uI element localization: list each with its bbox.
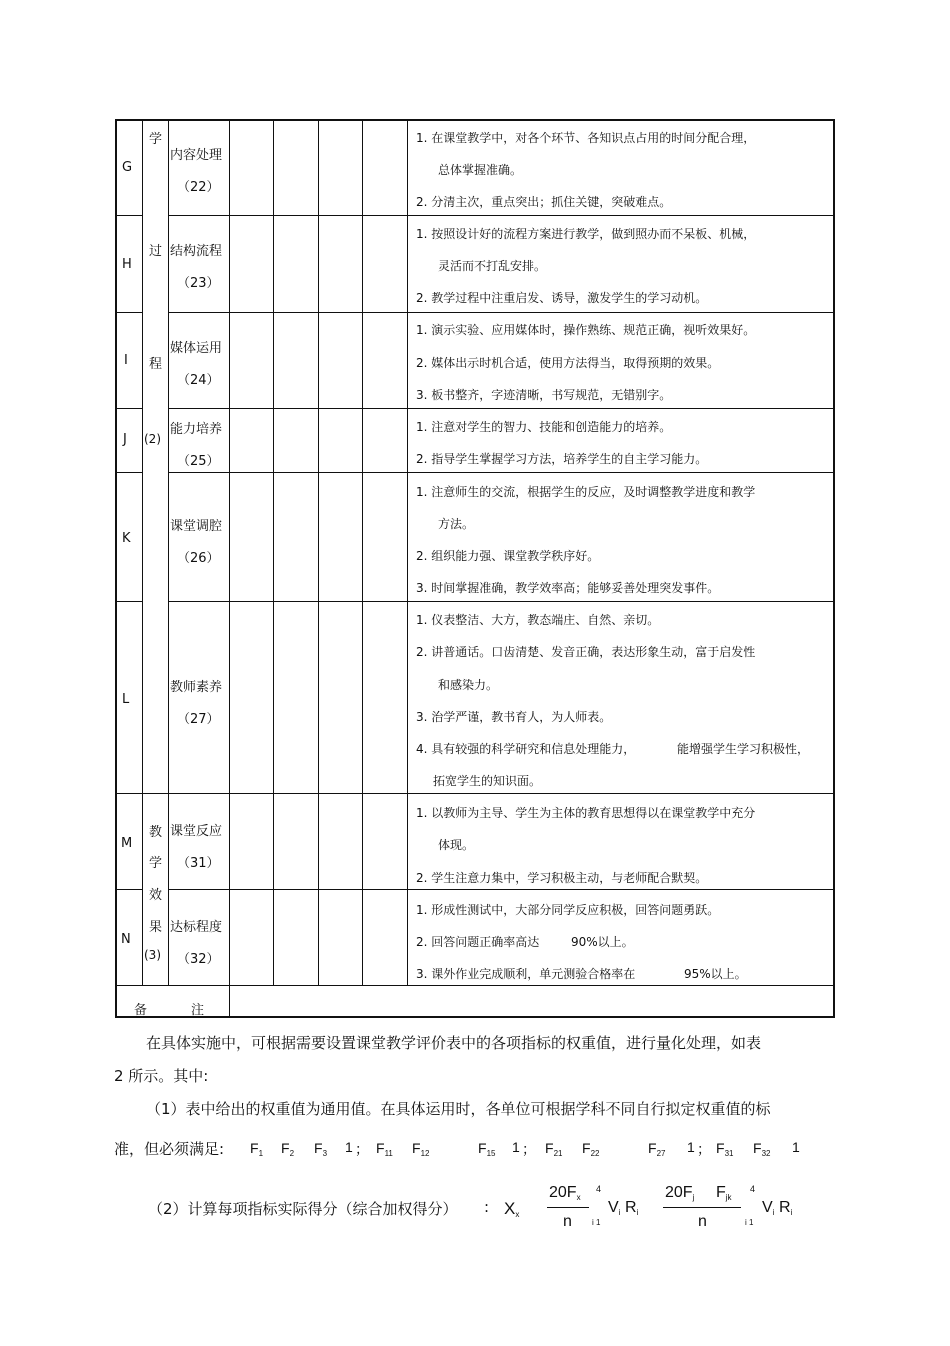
category-char: (3) (144, 948, 161, 962)
paragraph-line: 2 所示。其中: (114, 1067, 209, 1085)
criteria-line: 1. 在课堂教学中，对各个环节、各知识点占用的时间分配合理， (416, 131, 756, 145)
item-code: （26） (177, 551, 220, 566)
item-name: 课堂反应 (170, 824, 223, 839)
row-letter: H (122, 257, 132, 272)
category-char: 果 (149, 920, 163, 935)
item-code: （27） (177, 712, 220, 727)
row-divider (115, 472, 142, 473)
criteria-line: 2. 分清主次，重点突出；抓住关键，突破难点。 (416, 195, 672, 209)
criteria-line: 3. 课外作业完成顺利，单元测验合格率在 (416, 967, 636, 981)
row-divider (168, 889, 835, 890)
criteria-line: 和感染力。 (438, 678, 499, 692)
row-divider (115, 408, 142, 409)
criteria-line: 1. 按照设计好的流程方案进行教学，做到照办而不呆板、机械， (416, 227, 756, 241)
item-name: 结构流程 (170, 244, 223, 259)
column-divider (273, 119, 274, 985)
category-char: 效 (149, 888, 163, 903)
row-divider (168, 472, 835, 473)
score-formula: $X_x$ $20F_x$ n 4 i 1 $V_i$ $R_i$ $20F_j$ $F_{jk}$ n 4 i 1 $V_i$ $R_i$ (504, 1184, 793, 1230)
item-code: （32） (177, 952, 220, 967)
row-divider (115, 793, 835, 794)
criteria-line: 体现。 (438, 838, 475, 852)
column-divider (229, 119, 230, 1018)
row-letter: L (122, 692, 130, 707)
category-char: (2) (144, 432, 161, 446)
criteria-line: 2. 指导学生掌握学习方法，培养学生的自主学习能力。 (416, 452, 708, 466)
category-char: 程 (149, 357, 163, 372)
row-divider (115, 601, 142, 602)
paragraph-line: 在具体实施中，可根据需要设置课堂教学评价表中的各项指标的权重值，进行量化处理，如表 (146, 1034, 762, 1052)
item-code: （23） (177, 276, 220, 291)
constraint-formula: $F_1$ $F_2$ $F_3$ 1 ； $F_{11}$ $F_{12}$ $F_{15}$ 1 ； $F_{21}$ $F_{22}$ $F_{27}$ 1 ； $F_{31}$ $F_{32}$ 1 (250, 1139, 800, 1158)
criteria-line: 3. 治学严谨，教书育人，为人师表。 (416, 710, 612, 724)
row-letter: G (122, 160, 133, 175)
criteria-line: 拓宽学生的知识面。 (433, 774, 542, 788)
row-divider (115, 889, 142, 890)
item-name: 教师素养 (170, 680, 223, 695)
item-code: （31） (177, 856, 220, 871)
row-divider (168, 312, 835, 313)
criteria-line: 90%以上。 (571, 935, 634, 949)
criteria-line: 2. 学生注意力集中，学习积极主动，与老师配合默契。 (416, 871, 708, 885)
row-letter: N (121, 932, 131, 947)
criteria-line: 95%以上。 (684, 967, 747, 981)
row-divider (115, 312, 142, 313)
criteria-line: 能增强学生学习积极性， (677, 742, 810, 756)
criteria-line: 2. 讲普通话。口齿清楚、发音正确，表达形象生动，富于启发性 (416, 645, 756, 659)
column-divider (168, 119, 169, 985)
criteria-line: 1. 演示实验、应用媒体时，操作熟练、规范正确，视听效果好。 (416, 323, 756, 337)
remark-label: 注 (191, 1003, 205, 1018)
paragraph-line: （1）表中给出的权重值为通用值。在具体运用时，各单位可根据学科不同自行拟定权重值的标 (146, 1100, 771, 1118)
category-char: 教 (149, 825, 163, 840)
criteria-line: 总体掌握准确。 (438, 163, 523, 177)
row-divider (168, 215, 835, 216)
paragraph-line: 准，但必须满足: (114, 1140, 225, 1158)
item-name: 能力培养 (170, 422, 223, 437)
criteria-line: 1. 注意师生的交流，根据学生的反应，及时调整教学进度和教学 (416, 485, 756, 499)
criteria-line: 2. 回答问题正确率高达 (416, 935, 540, 949)
criteria-line: 1. 仪表整洁、大方，教态端庄、自然、亲切。 (416, 613, 660, 627)
item-code: （25） (177, 454, 220, 469)
criteria-line: 2. 媒体出示时机合适，使用方法得当，取得预期的效果。 (416, 356, 720, 370)
row-letter: J (123, 432, 127, 447)
row-letter: M (121, 836, 133, 851)
criteria-line: 3. 板书整齐，字迹清晰，书写规范，无错别字。 (416, 388, 672, 402)
category-char: 学 (149, 856, 163, 871)
criteria-line: 1. 注意对学生的智力、技能和创造能力的培养。 (416, 420, 672, 434)
criteria-line: 2. 教学过程中注重启发、诱导，激发学生的学习动机。 (416, 291, 708, 305)
criteria-line: 3. 时间掌握准确，教学效率高；能够妥善处理突发事件。 (416, 581, 720, 595)
category-char: 过 (149, 244, 163, 259)
column-divider (142, 119, 143, 985)
row-divider (168, 601, 835, 602)
criteria-line: 1. 形成性测试中，大部分同学反应积极，回答问题勇跃。 (416, 903, 720, 917)
column-divider (318, 119, 319, 985)
item-name: 课堂调腔 (170, 519, 223, 534)
paragraph-line: （2）计算每项指标实际得分（综合加权得分） (148, 1200, 458, 1218)
criteria-line: 方法。 (438, 517, 475, 531)
criteria-line: 4. 具有较强的科学研究和信息处理能力， (416, 742, 636, 756)
row-divider (115, 985, 835, 986)
remark-label: 备 (134, 1003, 148, 1018)
criteria-line: 1. 以教师为主导、学生为主体的教育思想得以在课堂教学中充分 (416, 806, 756, 820)
column-divider (407, 119, 408, 985)
item-code: （22） (177, 180, 220, 195)
item-name: 媒体运用 (170, 341, 223, 356)
item-name: 内容处理 (170, 148, 223, 163)
criteria-line: 灵活而不打乱安排。 (438, 259, 547, 273)
criteria-line: 2. 组织能力强、课堂教学秩序好。 (416, 549, 600, 563)
item-name: 达标程度 (170, 920, 223, 935)
row-divider (115, 215, 142, 216)
formula-colon: : (484, 1198, 490, 1216)
item-code: （24） (177, 373, 220, 388)
row-letter: I (124, 353, 128, 368)
category-char: 学 (149, 132, 163, 147)
column-divider (362, 119, 363, 985)
row-divider (168, 408, 835, 409)
row-letter: K (122, 531, 131, 546)
